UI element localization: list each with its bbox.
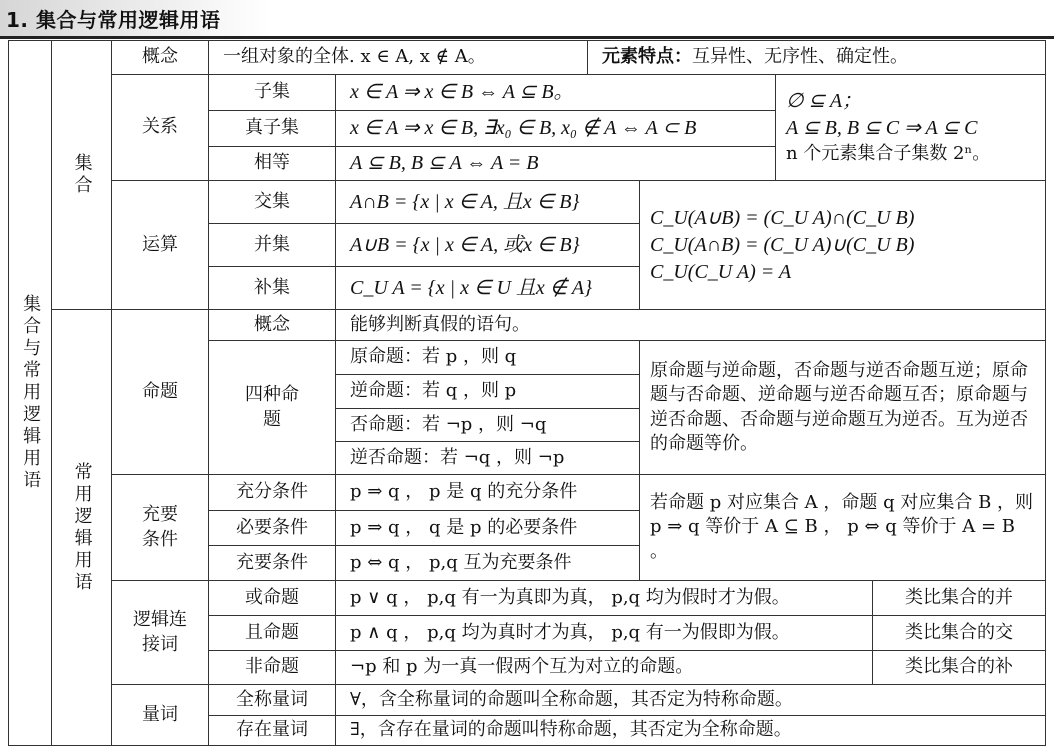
- connective-text: p ∨ q ， p,q 有一为真即为真， p,q 均为假时才为假。: [350, 586, 790, 608]
- connective-name: 或命题: [245, 586, 299, 608]
- feature-text: 互异性、无序性、确定性。: [692, 46, 908, 68]
- connective-name-cell: [208, 650, 336, 685]
- condition-name-cell: [208, 510, 336, 546]
- logic-section-label: 常用逻辑用语: [71, 461, 93, 594]
- condition-text: p ⇔ q ， p,q 互为充要条件: [350, 551, 572, 573]
- relation-label: 关系: [142, 116, 178, 138]
- connective-name: 非命题: [245, 656, 299, 678]
- relation-formula-cell: [335, 74, 776, 111]
- operation-note-3: C_U(C_U A) = A: [650, 260, 792, 283]
- proposition-row: 逆否命题：若 ¬q ，则 ¬p: [350, 446, 565, 468]
- connective-text-cell: [335, 650, 873, 685]
- concept-label-cell: [111, 40, 209, 75]
- relation-name-cell: [208, 146, 336, 181]
- operation-formula: A∪B = {x | x ∈ A, 或x ∈ B}: [350, 233, 580, 256]
- proposition-note: 原命题与逆命题，否命题与逆否命题互逆；原命题与否命题、逆命题与逆否命题互否；原命题与逆否命题、否命题与逆命题互为逆否。互为逆否的命题等价。: [650, 359, 1028, 454]
- quantifier-label: 量词: [142, 703, 178, 725]
- condition-name: 必要条件: [236, 516, 308, 538]
- proposition-concept-label: 概念: [254, 313, 290, 335]
- operation-note-2: C_U(A∩B) = (C_U A)∪(C_U B): [650, 233, 915, 256]
- operation-formula: C_U A = {x | x ∈ U 且x ∉ A}: [350, 276, 593, 299]
- connective-name-cell: [208, 615, 336, 651]
- connective-note: 类比集合的并: [905, 586, 1013, 608]
- operation-formula: A∩B = {x | x ∈ A, 且x ∈ B}: [350, 190, 580, 213]
- connective-label-cell: [111, 580, 209, 685]
- set-section-label: 集合: [71, 153, 93, 197]
- logic-section-cell: [51, 309, 112, 746]
- operation-formula-cell: [335, 223, 640, 267]
- relation-formula-cell: [335, 110, 776, 147]
- connective-text-cell: [335, 580, 873, 616]
- operation-name-cell: [208, 223, 336, 267]
- proposition-concept-label-cell: [208, 309, 336, 341]
- relation-note-3: n 个元素集合子集数 2ⁿ。: [786, 143, 991, 165]
- proposition-row-cell: [335, 374, 640, 409]
- connective-label: 逻辑连接词: [133, 609, 187, 655]
- quantifier-name: 全称量词: [236, 688, 308, 710]
- proposition-row: 原命题：若 p ，则 q: [350, 346, 517, 368]
- quantifier-name-cell: [208, 684, 336, 716]
- condition-name-cell: [208, 545, 336, 581]
- operation-formula-cell: [335, 180, 640, 224]
- connective-name-cell: [208, 580, 336, 616]
- quantifier-text-cell: [335, 715, 1046, 746]
- operation-note-cell: [639, 180, 1046, 310]
- relation-name-cell: [208, 110, 336, 147]
- condition-label-cell: [111, 474, 209, 581]
- relation-formula: x ∈ A ⇒ x ∈ B ⇔ A ⊆ B。: [350, 81, 574, 103]
- relation-name-cell: [208, 74, 336, 111]
- proposition-row-cell: [335, 408, 640, 442]
- set-section-cell: [51, 40, 112, 310]
- concept-text-cell: [208, 40, 588, 75]
- operation-name-cell: [208, 180, 336, 224]
- quantifier-text: ∃，含存在量词的命题叫特称命题，其否定为全称命题。: [350, 719, 792, 741]
- proposition-row-cell: [335, 441, 640, 475]
- quantifier-label-cell: [111, 684, 209, 746]
- feature-cell: [587, 40, 1046, 75]
- relation-formula-cell: [335, 146, 776, 181]
- connective-note: 类比集合的补: [905, 656, 1013, 678]
- connective-note-cell: [872, 615, 1046, 651]
- condition-note: 若命题 p 对应集合 A ，命题 q 对应集合 B ，则 p ⇒ q 等价于 A ⊆ B ， p ⇔ q 等价于 A = B 。: [650, 492, 1034, 562]
- condition-name: 充要条件: [236, 551, 308, 573]
- condition-name-cell: [208, 474, 336, 511]
- four-propositions-label-cell: [208, 340, 336, 475]
- operation-note-1: C_U(A∪B) = (C_U A)∩(C_U B): [650, 206, 915, 229]
- relation-note-1: ∅ ⊆ A；: [786, 90, 863, 113]
- condition-note-cell: [639, 474, 1046, 581]
- topic-cell: [8, 40, 52, 746]
- title-rule: [0, 36, 1054, 39]
- quantifier-text: ∀，含全称量词的命题叫全称命题，其否定为特称命题。: [350, 688, 793, 710]
- relation-formula: x ∈ A ⇒ x ∈ B, ∃x₀ ∈ B, x₀ ∉ A ⇔ A ⊂ B: [350, 117, 697, 139]
- quantifier-text-cell: [335, 684, 1046, 716]
- operation-name: 并集: [254, 233, 290, 255]
- condition-text-cell: [335, 474, 640, 511]
- condition-text: p ⇒ q ， q 是 p 的必要条件: [350, 516, 578, 538]
- condition-text-cell: [335, 545, 640, 581]
- relation-name: 相等: [254, 152, 290, 174]
- four-propositions-label: 四种命题: [245, 384, 299, 430]
- proposition-concept-text-cell: [335, 309, 1046, 341]
- connective-text-cell: [335, 615, 873, 651]
- condition-label: 充要条件: [142, 504, 178, 550]
- operation-label: 运算: [142, 233, 178, 255]
- feature-label: 元素特点：: [602, 46, 692, 68]
- operation-name: 补集: [254, 276, 290, 298]
- proposition-row: 否命题：若 ¬p ，则 ¬q: [350, 413, 547, 435]
- operation-label-cell: [111, 180, 209, 310]
- quantifier-name-cell: [208, 715, 336, 746]
- proposition-label: 命题: [142, 380, 178, 402]
- concept-label: 概念: [142, 46, 178, 68]
- proposition-concept-text: 能够判断真假的语句。: [350, 313, 530, 335]
- relation-note-2: A ⊆ B, B ⊆ C ⇒ A ⊆ C: [786, 117, 978, 140]
- proposition-row: 逆命题：若 q ，则 p: [350, 380, 517, 402]
- condition-name: 充分条件: [236, 481, 308, 503]
- quantifier-name: 存在量词: [236, 719, 308, 741]
- proposition-label-cell: [111, 309, 209, 475]
- connective-name: 且命题: [245, 621, 299, 643]
- proposition-note-cell: [639, 340, 1046, 475]
- connective-note-cell: [872, 580, 1046, 616]
- relation-name: 真子集: [245, 117, 299, 139]
- relation-note-cell: [775, 74, 1046, 181]
- proposition-row-cell: [335, 340, 640, 375]
- condition-text-cell: [335, 510, 640, 546]
- operation-name: 交集: [254, 190, 290, 212]
- topic-label: 集合与常用逻辑用语: [20, 294, 42, 492]
- operation-formula-cell: [335, 266, 640, 310]
- relation-formula: A ⊆ B, B ⊆ A ⇔ A = B: [350, 152, 539, 174]
- relation-label-cell: [111, 74, 209, 181]
- page-title: 1. 集合与常用逻辑用语: [6, 8, 221, 32]
- condition-text: p ⇒ q ， p 是 q 的充分条件: [350, 481, 578, 503]
- concept-text: 一组对象的全体. x ∈ A, x ∉ A。: [223, 46, 486, 68]
- connective-text: p ∧ q ， p,q 均为真时才为真， p,q 有一为假即为假。: [350, 621, 790, 643]
- operation-name-cell: [208, 266, 336, 310]
- relation-name: 子集: [254, 81, 290, 103]
- connective-text: ¬p 和 p 为一真一假两个互为对立的命题。: [350, 656, 694, 678]
- connective-note-cell: [872, 650, 1046, 685]
- connective-note: 类比集合的交: [905, 621, 1013, 643]
